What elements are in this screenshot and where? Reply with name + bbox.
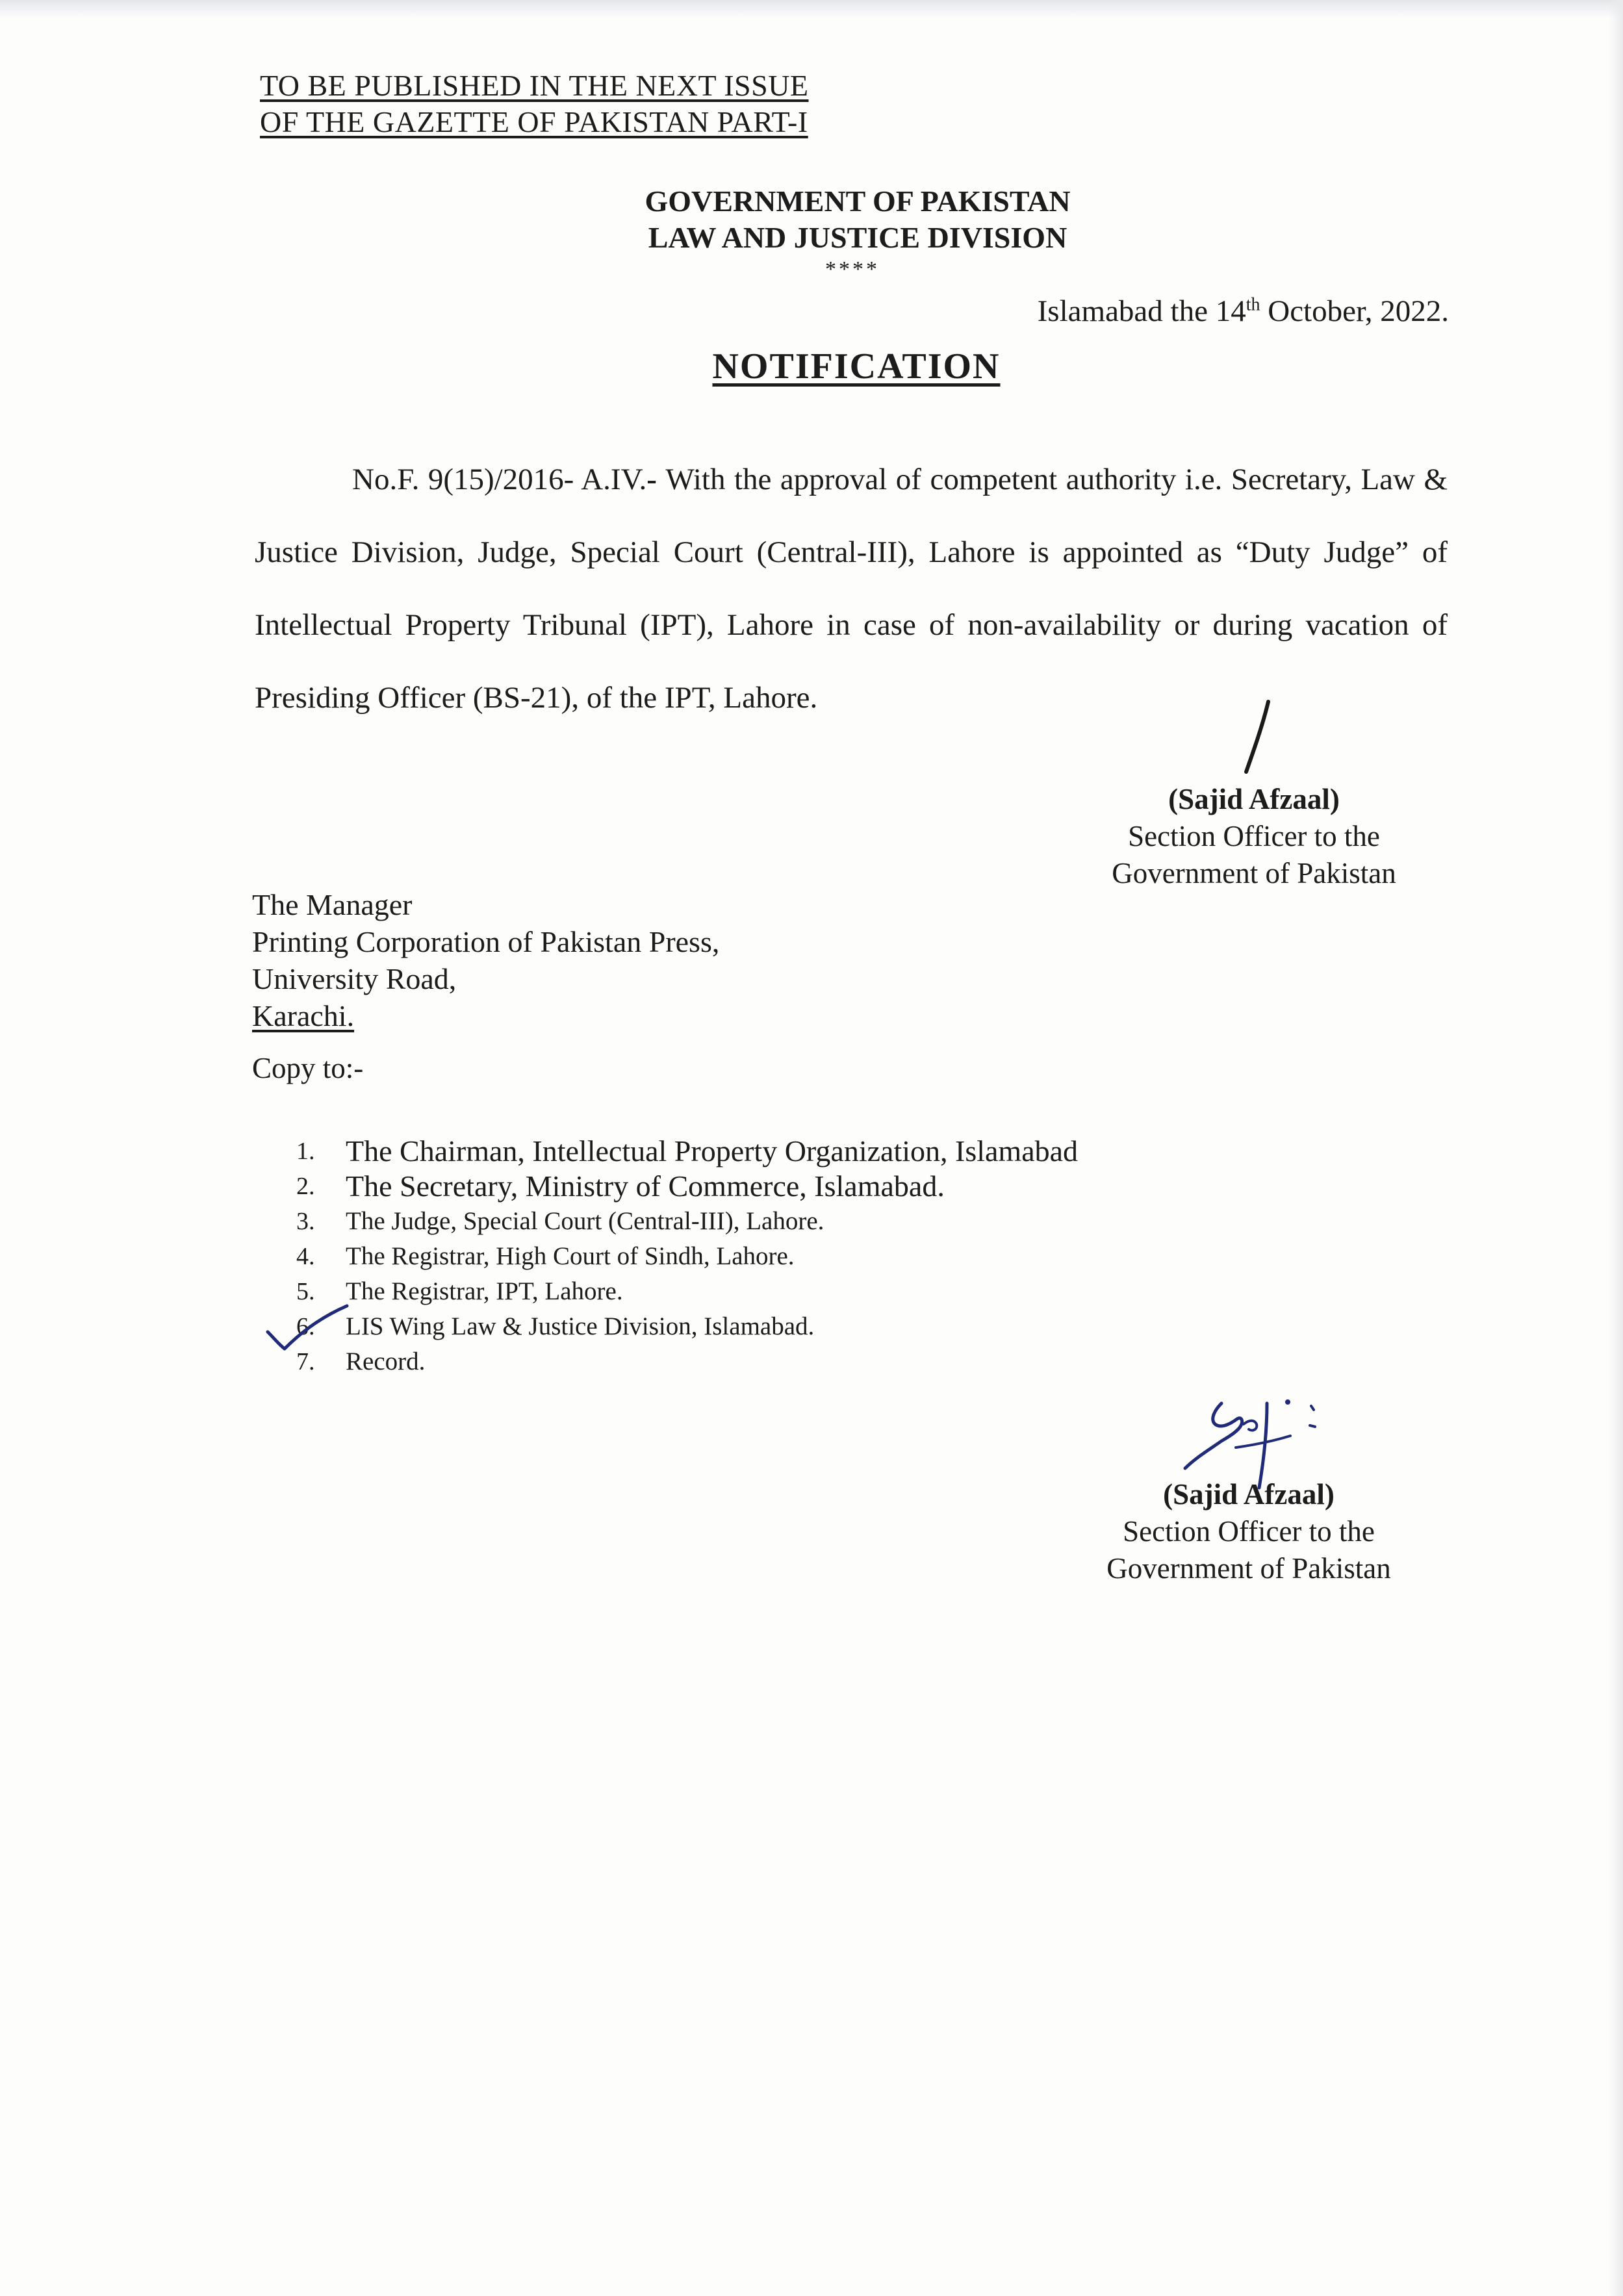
list-item-number: 3.	[296, 1208, 315, 1235]
government-line: GOVERNMENT OF PAKISTAN	[645, 185, 1071, 218]
signatory-designation: Section Officer to the	[1123, 1515, 1375, 1548]
addressee-block	[252, 886, 719, 1034]
date-line	[1038, 294, 1449, 329]
body-text: With the approval of competent authority i.e. Secretary, Law & Justice Division, Judge, Special Court (Central-III), Lahore is appointed as “Duty Judge” of Intellectual Property Tribunal (IPT), Lahore in case of non-availability or during vacation of Presiding Officer (BS-21), of the IPT, Lahore.	[255, 463, 1448, 715]
list-item-number: 4.	[296, 1243, 315, 1270]
addressee-city: Karachi.	[252, 999, 355, 1032]
list-item-text: The Judge, Special Court (Central-III), Lahore.	[346, 1207, 824, 1235]
addressee-line-2: Printing Corporation of Pakistan Press,	[252, 925, 720, 958]
tick-mark-icon	[265, 1299, 350, 1358]
list-item-text: The Chairman, Intellectual Property Organization, Islamabad	[346, 1134, 1079, 1167]
list-item-text: The Registrar, High Court of Sindh, Lahore.	[346, 1242, 795, 1270]
copy-list	[291, 1134, 1078, 1379]
signatory-office: Government of Pakistan	[1112, 857, 1396, 889]
date-prefix: Islamabad the 14	[1037, 294, 1246, 328]
date-ordinal: th	[1246, 294, 1260, 315]
signatory-name: (Sajid Afzaal)	[1168, 783, 1340, 815]
list-item	[291, 1134, 1078, 1169]
list-item	[291, 1344, 1078, 1379]
signatory-name: (Sajid Afzaal)	[1163, 1478, 1335, 1511]
list-item	[291, 1239, 1078, 1274]
list-item-number: 6.	[296, 1313, 315, 1340]
signatory-office: Government of Pakistan	[1106, 1552, 1391, 1585]
gazette-note	[260, 68, 809, 140]
signatory-designation: Section Officer to the	[1128, 820, 1380, 852]
scan-edge-right	[1609, 0, 1623, 2296]
signatory-block-1	[1027, 781, 1481, 892]
gazette-line-1: TO BE PUBLISHED IN THE NEXT ISSUE	[260, 69, 809, 102]
list-item-text: Record.	[346, 1347, 426, 1375]
list-item-number: 1.	[296, 1138, 315, 1165]
gazette-line-2: OF THE GAZETTE OF PAKISTAN PART-I	[260, 105, 808, 138]
list-item-text: The Secretary, Ministry of Commerce, Islamabad.	[346, 1169, 945, 1203]
notification-title: NOTIFICATION	[712, 346, 1001, 387]
list-item	[291, 1204, 1078, 1239]
reference-number: No.F. 9(15)/2016- A.IV.	[352, 463, 647, 496]
date-suffix: October, 2022.	[1260, 294, 1449, 328]
addressee-line-3: University Road,	[252, 962, 457, 995]
list-item-number: 7.	[296, 1348, 315, 1375]
copy-to-label: Copy to:-	[252, 1052, 364, 1084]
government-header	[0, 183, 1623, 256]
list-item-number: 2.	[296, 1173, 315, 1200]
addressee-line-1: The Manager	[252, 888, 413, 921]
header-stars: ****	[825, 257, 880, 281]
list-item-number: 5.	[296, 1278, 315, 1305]
list-item-text: LIS Wing Law & Justice Division, Islamabad.	[346, 1312, 815, 1340]
notification-body	[255, 443, 1448, 734]
scan-edge-top	[0, 0, 1623, 18]
list-item-text: The Registrar, IPT, Lahore.	[346, 1277, 623, 1305]
reference-dash: -	[646, 463, 666, 496]
signature-stroke-mark	[1237, 698, 1276, 776]
list-item	[291, 1169, 1078, 1204]
list-item	[291, 1309, 1078, 1344]
list-item	[291, 1274, 1078, 1309]
division-line: LAW AND JUSTICE DIVISION	[648, 221, 1067, 254]
signatory-block-2	[1021, 1476, 1476, 1587]
